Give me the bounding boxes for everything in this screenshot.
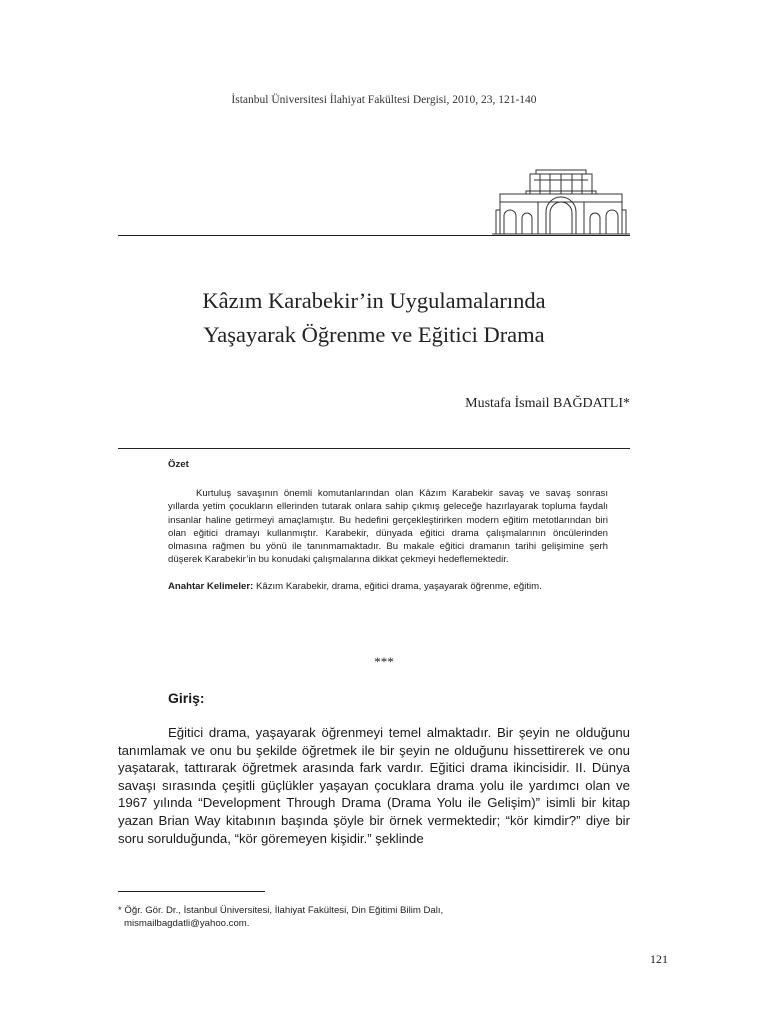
footnote-line-2: mismailbagdatli@yahoo.com. <box>124 917 250 929</box>
abstract-heading: Özet <box>168 459 189 470</box>
keywords-label: Anahtar Kelimeler: <box>168 581 254 593</box>
journal-header: İstanbul Üniversitesi İlahiyat Fakültesi Dergisi, 2010, 23, 121-140 <box>231 94 537 106</box>
intro-body: Eğitici drama, yaşayarak öğrenmeyi temel almaktadır. Bir şeyin ne olduğunu tanımlamak ve onu bu şekilde öğretmek ile bir şeyin ne olduğunu hissettirerek ve onu yaşatarak, tattırarak öğretmek arasında fark vardır. Eğitici drama ikincisidir. II. Dünya savaşı sırasında çeşitli güçlükler yaşayan çocuklara drama yolu ile yardımcı olan ve 1967 yılında “Development Through Drama (Drama Yolu ile Gelişim)” isimli bir kitap yazan Brian Way kitabının başında şöyle bir örnek vermektedir; “kör kimdir?” diye bir soru sorulduğunda, “kör göremeyen kişidir.” şeklinde <box>118 725 630 846</box>
intro-heading: Giriş: <box>168 690 205 706</box>
abstract <box>168 458 608 594</box>
abstract-rule <box>118 448 630 449</box>
footnote-line-1: * Öğr. Gör. Dr., İstanbul Üniversitesi, İlahiyat Fakültesi, Din Eğitimi Bilim Dalı, <box>118 905 444 916</box>
keywords <box>168 580 608 593</box>
university-gate-icon <box>490 166 632 236</box>
title-line-2: Yaşayarak Öğrenme ve Eğitici Drama <box>203 322 545 347</box>
page-number: 121 <box>650 952 668 966</box>
keywords-text: Kâzım Karabekir, drama, eğitici drama, yaşayarak öğrenme, eğitim. <box>255 581 542 593</box>
top-rule <box>118 235 630 236</box>
title-line-1: Kâzım Karabekir’in Uygulamalarında <box>202 288 546 313</box>
footnote-rule <box>118 891 265 892</box>
footnote <box>118 905 638 931</box>
author-name: Mustafa İsmail BAĞDATLI* <box>465 396 630 411</box>
section-separator: *** <box>374 654 394 669</box>
abstract-body: Kurtuluş savaşının önemli komutanlarından olan Kâzım Karabekir savaş ve savaş sonrası yıllarda yetim çocukların ellerinden tutarak onlara sahip çıkmış geleceğe hazırlayarak topluma faydalı insanlar haline getirmeyi amaçlamıştır. Bu hedefini gerçekleştirirken modern eğitim metotlarından biri olan eğitici dramayı kullanmıştır. Karabekir, dünyada eğitici drama çalışmalarının öncülerinden olmasına rağmen bu yönü ile tanınmamaktadır. Bu makale eğitici dramanın tarihi gelişimine şerh düşerek Karabekir’in bu konudaki çalışmalarına dikkat çekmeyi hedeflemektedir. <box>168 488 608 566</box>
article-title <box>118 284 630 352</box>
